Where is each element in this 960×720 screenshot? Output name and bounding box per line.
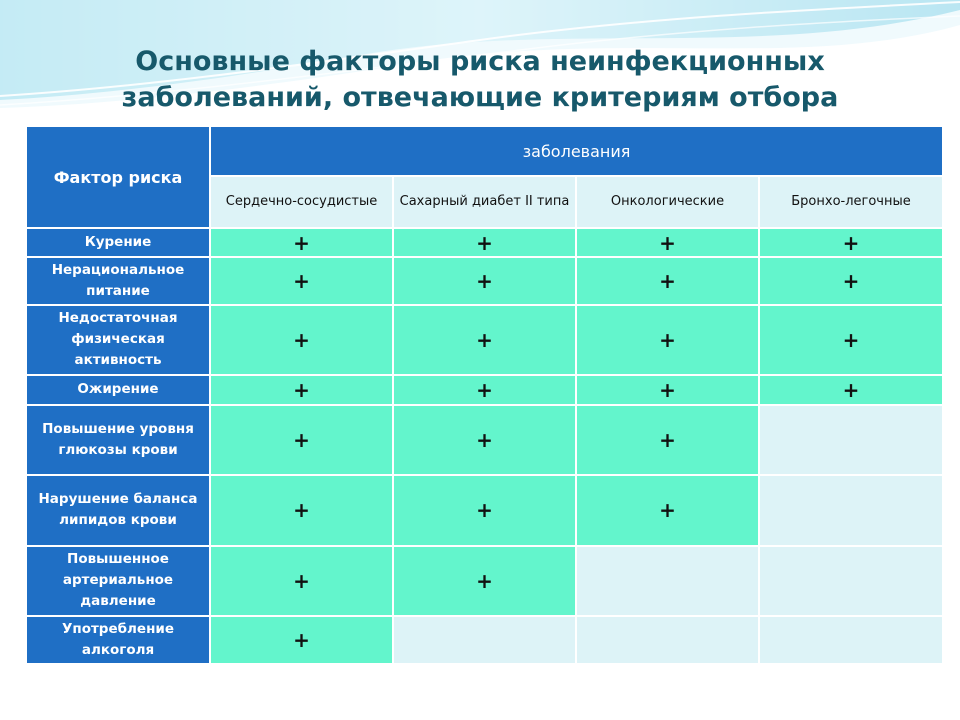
risk-cell-marked: [210, 616, 393, 664]
risk-cell-marked: [576, 257, 759, 304]
risk-cell-marked: [576, 375, 759, 405]
table-row: [26, 546, 943, 616]
table-row: [26, 405, 943, 475]
risk-cell-empty: [759, 405, 943, 475]
risk-cell-empty: [759, 616, 943, 664]
plus-mark: +: [659, 428, 676, 453]
plus-mark: +: [476, 327, 493, 352]
risk-cell-marked: [393, 546, 576, 616]
slide-title: [40, 44, 920, 116]
plus-mark: +: [293, 428, 310, 453]
column-header-oncology: Онкологические: [576, 176, 759, 228]
risk-cell-marked: [393, 405, 576, 475]
risk-cell-marked: [759, 305, 943, 375]
table-row: [26, 257, 943, 304]
risk-cell-marked: [210, 305, 393, 375]
table-row: [26, 228, 943, 257]
column-header-diabetes: Сахарный диабет II типа: [393, 176, 576, 228]
risk-cell-empty: [576, 616, 759, 664]
plus-mark: +: [476, 428, 493, 453]
plus-mark: +: [293, 627, 310, 652]
risk-cell-marked: [759, 257, 943, 304]
risk-cell-marked: [210, 475, 393, 545]
row-label: Недостаточная физическая активность: [26, 305, 210, 375]
plus-mark: +: [293, 269, 310, 294]
plus-mark: +: [842, 269, 860, 294]
plus-mark: +: [476, 498, 493, 523]
plus-mark: +: [659, 498, 676, 523]
table-row: [26, 375, 943, 405]
risk-cell-empty: [393, 616, 576, 664]
plus-mark: +: [659, 377, 676, 402]
plus-mark: +: [476, 568, 493, 593]
risk-factors-table: [25, 125, 944, 665]
risk-cell-empty: [759, 475, 943, 545]
risk-cell-empty: [576, 546, 759, 616]
table-body: [26, 228, 943, 664]
column-header-bronchopulmonary: Бронхо-легочные: [759, 176, 943, 228]
plus-mark: +: [293, 230, 310, 255]
row-label: Ожирение: [26, 375, 210, 405]
diseases-header: заболевания: [210, 126, 943, 176]
table-row: [26, 305, 943, 375]
plus-mark: +: [293, 377, 310, 402]
plus-mark: +: [842, 230, 860, 255]
risk-cell-marked: [393, 257, 576, 304]
risk-cell-marked: [576, 228, 759, 257]
plus-mark: +: [293, 568, 310, 593]
title-line-1: Основные факторы риска неинфекционных: [135, 46, 825, 77]
risk-cell-marked: [210, 257, 393, 304]
risk-cell-marked: [576, 405, 759, 475]
table-row: [26, 616, 943, 664]
plus-mark: +: [476, 269, 493, 294]
row-label: Употребление алкоголя: [26, 616, 210, 664]
plus-mark: +: [293, 327, 310, 352]
plus-mark: +: [476, 230, 493, 255]
risk-cell-marked: [210, 375, 393, 405]
risk-cell-marked: [393, 228, 576, 257]
plus-mark: +: [842, 377, 860, 402]
risk-cell-marked: [576, 475, 759, 545]
title-line-2: заболеваний, отвечающие критериям отбора: [121, 82, 839, 113]
row-label: Нарушение баланса липидов крови: [26, 475, 210, 545]
risk-cell-marked: [210, 546, 393, 616]
risk-cell-marked: [210, 228, 393, 257]
risk-cell-marked: [759, 375, 943, 405]
column-header-cardiovascular: Сердечно-сосудистые: [210, 176, 393, 228]
risk-cell-marked: [393, 475, 576, 545]
row-label: Курение: [26, 228, 210, 257]
risk-cell-marked: [759, 228, 943, 257]
plus-mark: +: [293, 498, 310, 523]
plus-mark: +: [659, 269, 676, 294]
row-label: Нерациональное питание: [26, 257, 210, 304]
factor-header: Фактор риска: [26, 126, 210, 228]
plus-mark: +: [659, 327, 676, 352]
risk-cell-empty: [759, 546, 943, 616]
risk-cell-marked: [210, 405, 393, 475]
table-row: [26, 475, 943, 545]
risk-cell-marked: [393, 305, 576, 375]
row-label: Повышение уровня глюкозы крови: [26, 405, 210, 475]
plus-mark: +: [476, 377, 493, 402]
risk-cell-marked: [393, 375, 576, 405]
plus-mark: +: [842, 327, 860, 352]
risk-cell-marked: [576, 305, 759, 375]
row-label: Повышенное артериальное давление: [26, 546, 210, 616]
plus-mark: +: [659, 230, 676, 255]
